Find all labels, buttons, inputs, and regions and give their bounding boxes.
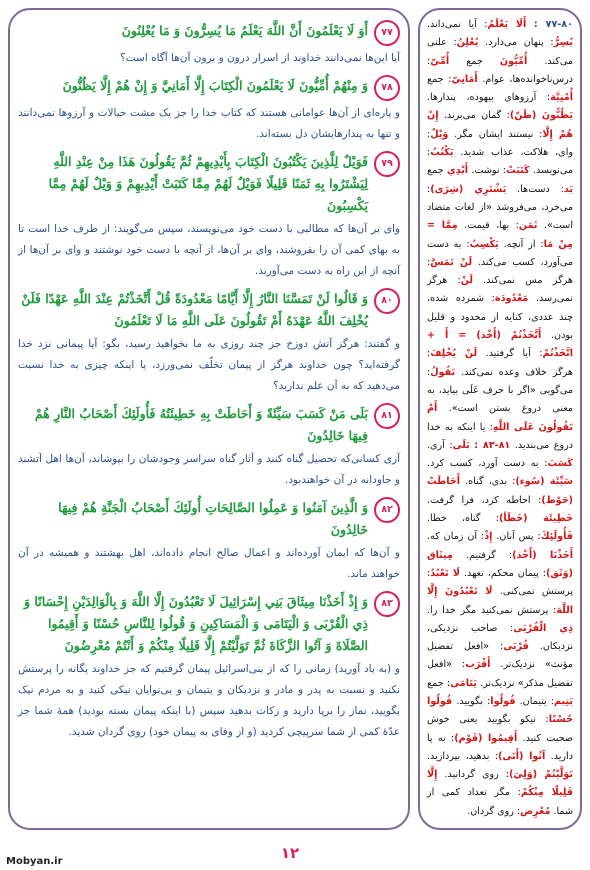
glossary-definition: : نیستند ایشان مگر. (448, 128, 543, 140)
glossary-definition: : وای، هلاکت، عذاب شدید. (427, 128, 573, 159)
glossary-definition: : پیمان محکم، تعهد. (460, 567, 547, 579)
glossary-definition: : پس آنان. (492, 531, 541, 543)
glossary-term: آتُوا (أَتَى) (498, 750, 546, 762)
verse-translation: آری کسانی‌که تحصیل گناه کنند و آثار گناه سراسر وجودشان را بپوشاند، آن‌ها اهل آتشند و جاودانه در آن خواهندبود. (18, 453, 400, 486)
verse-arabic (18, 288, 400, 332)
verse-arabic (18, 403, 400, 447)
glossary-term: كَسَبَ (547, 458, 573, 470)
glossary-definition: : درس‌ناخوانده‌ها، عوام. (427, 55, 573, 85)
glossary-term: فَأُولَئِكَ (540, 531, 574, 543)
glossary-definition: : روی گردان. (467, 805, 521, 817)
glossary-definition: : بدی، گناه. (460, 476, 516, 488)
verse-translation: و گفتند: هرگز آتش دوزخ جز چند روزی به ما نخواهید رسید، بگو: آیا پیمانی نزد خدا گرفته‌اید؟ چون خداوند هرگز از پیمان تخلّف نمی‌ورزد، یا اینکه چیزی به خدا نسبت می‌دهید که به آن علم ندارید؟ (18, 338, 400, 392)
glossary-definition: : دست‌ها. (506, 183, 564, 195)
glossary-definition: : پنهان می‌دارد. (478, 37, 554, 49)
verse-number-badge: ۷۸ (374, 75, 400, 101)
glossary-term: ثَمَن (518, 220, 538, 232)
glossary-definition: جمع (449, 55, 500, 67)
glossary-definition: : نیکو بگویید یعنی خوش صحبت کنید. (427, 714, 573, 744)
verse-number-badge: ۸۱ (374, 403, 400, 429)
glossary-definition: : علنی می‌کند. (427, 37, 573, 67)
glossary-term: تَقُولُ (430, 366, 456, 378)
verse-arabic (18, 497, 400, 541)
verse-translation: و (به یاد آورید) زمانی را که از بنی‌اسرائیل پیمان گرفتیم که جز خداوند یگانه را پرستش نکنید و نسبت به پدر و مادر و نزدیکان و یتیمان و بی‌نوایان نیکی کنید و به مردم نیک بگویید، نماز را برپا دارید و زکات بدهید سپس (با اینکه پیمان بسته بودید) همهٔ شما جز عدّهٔ کمی از شما سرپیچی کردید (و از وفای به پیمان خود) روی گردان شدید. (18, 663, 400, 738)
glossary-term: يَشْتَرِي (شِرَى) (430, 183, 507, 195)
glossary-term: قُرْبَى (503, 641, 529, 653)
glossary-definition: : آیا نمی‌داند. (427, 19, 488, 30)
glossary-definition: : «افعل تفضیل مؤنث» نزدیک‌تر. (427, 641, 573, 671)
glossary-definition: : نوشت. (468, 165, 507, 177)
glossary-term: أُمِّيُّونَ (499, 55, 528, 67)
glossary-definition: : یتیمان. (515, 695, 555, 707)
glossary-term: لَنْ (460, 275, 473, 287)
glossary-term: إِنْ هُمْ إِلَّا (427, 110, 573, 140)
glossary-term: يُعْلِنُ (456, 37, 479, 49)
verse-arabic-text: فَوَيْلٌ لِلَّذِينَ يَكْتُبُونَ الْكِتَابَ بِأَيْدِيهِمْ ثُمَّ يَقُولُونَ هَذَا مِنْ عِنْدِ اللَّهِ لِيَشْتَرُوا بِهِ ثَمَنًا قَلِيلًا فَوَيْلٌ لَهُمْ مِمَّا كَتَبَتْ أَيْدِيهِمْ وَ وَيْلٌ لَهُمْ مِمَّا يَكْسِبُونَ (48, 154, 368, 213)
glossary-definition: : هرگز مس نمی‌کند. (427, 256, 573, 287)
glossary-term: مِيثَاق (وَثَق) (427, 549, 573, 579)
glossary-term: أَقْرَب (465, 659, 491, 671)
verse-translation: وای بر آن‌ها که مطالبی با دست خود می‌نویسند، سپس می‌گویند: از طرف خدا است تا به بهای کمی آن را بفروشند، وای بر آن‌ها، از آنچه با دست خود نوشتند و وای بر آن‌ها از آنچه از این راه به دست می‌آورند. (18, 223, 400, 277)
glossary-term: بَلَى (452, 439, 470, 451)
glossary-term: تَوَلَّيْتُمْ (وَلِيَ) (509, 769, 573, 781)
glossary-definition: : از آنچه. (498, 238, 544, 250)
glossary-term: خَطِيئَة (خَطَأ) (498, 513, 573, 525)
verse-arabic-text: وَ مِنْهُمْ أُمِّيُّونَ لَا يَعْلَمُونَ الْكِتَابَ إِلَّا أَمَانِيَّ وَ إِنْ هُمْ إِلَّا يَظُنُّونَ (62, 78, 368, 93)
glossary-definition: : صاحب نزدیکی، نزدیکان. (427, 622, 573, 653)
glossary-term: سَيِّئَة (سُوء) (515, 476, 573, 488)
glossary-definition: : به دست آورد، کسب کرد. (427, 458, 548, 470)
verse-translation: و آن‌ها که ایمان آورده‌اند و اعمال صالح انجام داده‌اند، اهل بهشتند و همیشه در آن خواهند ماند. (18, 547, 400, 580)
glossary-definition: : گناه، خطا. (427, 513, 499, 525)
glossary-definition: : هرگز خلاف وعده نمی‌کند. (427, 348, 573, 378)
glossary-term: يَظُنُّونَ (ظَنّ) (509, 110, 573, 122)
glossary-term: أَحَاطَتْ (حَوْط) (427, 476, 573, 506)
glossary-term: أَقِيمُوا (قَوْم) (454, 732, 518, 744)
glossary-term: ۸۱-۸۳ : (474, 439, 511, 451)
glossary-definition: : مگر تعداد کمی از شما. (427, 787, 573, 817)
glossary-definition: : گرفتیم. (452, 549, 513, 561)
glossary-definition: : شمرده شده، چند عددی، کنایه از محدود و قلیل بودن. (427, 293, 574, 342)
glossary-term: أَمْ تَقُولُونَ عَلَى اللَّهِ (427, 403, 573, 433)
glossary-term: لَا تَعْبُدُونَ إِلَّا اللَّهَ (427, 586, 573, 616)
glossary-panel (418, 8, 582, 830)
verse-number-badge: ۸۲ (374, 497, 400, 523)
glossary-term: يَتَامَى (450, 677, 477, 689)
glossary-term: يَتِيم (554, 695, 573, 707)
verse-arabic-text: أَوَ لَا يَعْلَمُونَ أَنَّ اللَّهَ يَعْلَمُ مَا يُسِرُّونَ وَ مَا يُعْلِنُونَ (121, 23, 368, 38)
glossary-definition: : بگویید. (452, 695, 491, 707)
glossary-term: أَتَّخَذْتُمْ (أَخْذ) = أَ + اتَّخَذْتُمْ (427, 330, 573, 360)
glossary-definition: : بها، قیمت. (457, 220, 519, 232)
page-number: ۱۲ (280, 844, 300, 862)
glossary-header: ۷۷-۸۰ : (533, 19, 573, 30)
glossary-definition: جمع (427, 165, 447, 177)
glossary-definition: : پرستش نمی‌کنید مگر خدا را. (427, 604, 557, 616)
glossary-definition: : «افعل تفضیل مذکر» نزدیک‌تر. (427, 659, 573, 689)
glossary-term: أَلَا يَعْلَمُ (487, 19, 527, 30)
glossary-definition: : بدهید، بپردازید. (427, 750, 499, 762)
glossary-term: أَمَانِيّ (451, 73, 478, 85)
glossary-term: قُولُوا (490, 695, 516, 707)
glossary-definition: : جمع (427, 677, 451, 689)
verse-arabic (18, 151, 400, 217)
glossary-definition: : آرزوهای بیهوده، پندارها. (427, 92, 551, 104)
glossary-term: لَنْ يُخْلِفَ (430, 348, 478, 360)
glossary-term: أُمِّيّ (430, 55, 450, 67)
glossary-definition: : به دست می‌آورد، کسب می‌کند. (427, 238, 573, 268)
glossary-term: قُولُوا حُسْنًا (427, 695, 573, 726)
verse-number-badge: ۸۳ (374, 591, 400, 617)
glossary-term: أَخَذْنَا (أَخْذ) (512, 549, 573, 561)
glossary-term: لَنْ تَمَسَّ (430, 256, 473, 268)
glossary-term: مِمَّا = مِنْ مَا (427, 220, 573, 250)
site-watermark: Mobyan.ir (6, 856, 63, 867)
verse-arabic (18, 20, 400, 46)
glossary-definition: : آری. (427, 439, 453, 451)
glossary-definition: : پرستش نمی‌کنی. (427, 567, 573, 598)
verse-number-badge: ۸۰ (374, 288, 400, 314)
verse-number-badge: ۷۹ (374, 151, 400, 177)
glossary-term: يَكْتُبُ (430, 147, 454, 159)
glossary-term: أُمْنِيَّة (550, 92, 573, 104)
verse-arabic-text: وَ إِذْ أَخَذْنَا مِيثَاقَ بَنِي إِسْرَائِيلَ لَا تَعْبُدُونَ إِلَّا اللَّهَ وَ بِالْوَالِدَيْنِ إِحْسَانًا وَ ذِي الْقُرْبَى وَ الْيَتَامَى وَ الْمَسَاكِينِ وَ قُولُوا لِلنَّاسِ حُسْنًا وَ أَقِيمُوا الصَّلَاةَ وَ آتُوا الزَّكَاةَ ثُمَّ تَوَلَّيْتُمْ إِلَّا قَلِيلًا مِنْكُمْ وَ أَنْتُمْ مُعْرِضُونَ (24, 594, 368, 653)
glossary-definition: : می‌نویسد. (427, 147, 573, 177)
verses-panel (8, 8, 410, 830)
glossary-term: مَعْدُودَة (494, 293, 529, 305)
glossary-term: يَكْسِبُ (469, 238, 499, 250)
glossary-definition: : جمع (427, 73, 452, 85)
glossary-definition: : یا اینکه به خدا دروغ می‌بندید. (427, 421, 573, 451)
verse-translation: و پاره‌ای از آن‌ها عوامانی هستند که کتاب خدا را جز یک مشت خیالات و آرزوها نمی‌دانند و تنها به پندارهایشان دل بسته‌اند. (18, 107, 400, 140)
verse-arabic (18, 75, 400, 101)
glossary-term: وَيْلٌ (430, 128, 449, 140)
glossary-term: إِلَّا قَلِيلًا مِنْكُمْ (427, 769, 574, 799)
glossary-term: ذِي الْقُرْبَى (513, 622, 573, 634)
verse-arabic-text: وَ قَالُوا لَنْ تَمَسَّنَا النَّارُ إِلَّا أَيَّامًا مَعْدُودَةً قُلْ أَتَّخَذْتُمْ عِنْدَ اللَّهِ عَهْدًا فَلَنْ يُخْلِفَ اللَّهُ عَهْدَهُ أَمْ تَقُولُونَ عَلَى اللَّهِ مَا لَا تَعْلَمُونَ (21, 291, 368, 328)
verse-arabic-text: وَ الَّذِينَ آمَنُوا وَ عَمِلُوا الصَّالِحَاتِ أُولَئِكَ أَصْحَابُ الْجَنَّةِ هُمْ فِيهَا خَالِدُونَ (58, 500, 368, 537)
glossary-term: كَتَبَتْ (506, 165, 530, 177)
glossary-definition: : روی گردانید. (437, 769, 510, 781)
verse-arabic-text: بَلَى مَنْ كَسَبَ سَيِّئَةً وَ أَحَاطَتْ بِهِ خَطِيئَتُهُ فَأُولَئِكَ أَصْحَابُ النَّارِ هُمْ فِيهَا خَالِدُونَ (34, 406, 368, 443)
glossary-term: مُعْرِض (520, 805, 551, 817)
glossary-term: أَيْدِي (446, 165, 469, 177)
glossary-definition: : آیا گرفتید. (477, 348, 543, 360)
glossary-term: يُسِرُّ (553, 37, 573, 49)
glossary-term: يَد (563, 183, 573, 195)
glossary-term: لَا تَعْبُدُ (430, 567, 461, 579)
glossary-definition: : آن زمان که. (427, 531, 485, 543)
glossary-definition: : گمان می‌برند. (438, 110, 510, 122)
glossary-definition: : می‌گویی «اگر با حرف عَلَی بیاید، به معنی دروغ بستن است». (427, 366, 573, 415)
verses-list (18, 16, 400, 822)
glossary-term: إِذْ (484, 531, 493, 543)
glossary-definition: : هرگز نمی‌رسد. (427, 275, 573, 305)
glossary-definition: : می‌خرد، می‌فروشد «از لغات متضاد است». (427, 183, 573, 232)
glossary-text (427, 16, 573, 822)
verse-number-badge: ۷۷ (374, 20, 400, 46)
verse-arabic (18, 591, 400, 657)
glossary-definition: : احاطه کرد، فرا گرفت. (427, 494, 542, 506)
verse-translation: آیا این‌ها نمی‌دانند خداوند از اسرار درون و برون آن‌ها آگاه است؟ (120, 52, 400, 64)
glossary-definition: : به پا دارید. (427, 732, 573, 762)
